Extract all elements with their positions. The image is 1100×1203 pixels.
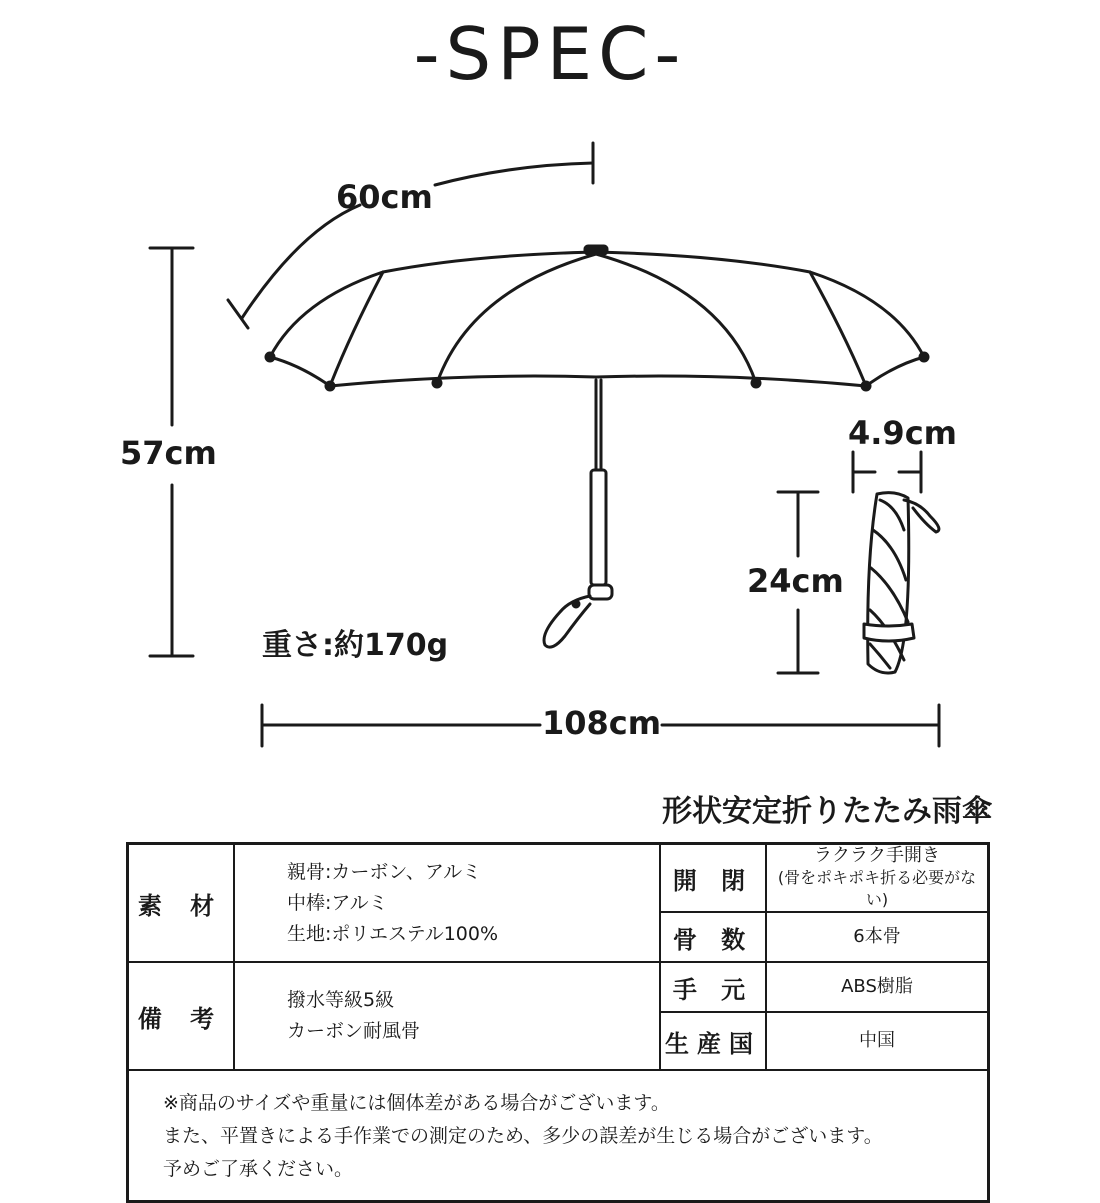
page-title: -SPEC- xyxy=(413,12,687,96)
opening-value-note: (骨をポキポキ折る必要がない) xyxy=(777,868,977,909)
note-line: 予めご了承ください。 xyxy=(163,1158,354,1180)
opening-header: 開 閉 xyxy=(660,844,766,913)
spec-table xyxy=(126,842,990,1203)
material-line: 生地:ポリエステル100% xyxy=(287,922,499,945)
remarks-value xyxy=(234,962,660,1070)
origin-header: 生産国 xyxy=(660,1012,766,1070)
arc-dimension-line xyxy=(228,143,593,328)
note-line: ※商品のサイズや重量には個体差がある場合がございます。 xyxy=(163,1092,670,1114)
folded-length-label: 24cm xyxy=(747,562,844,600)
material-header: 素 材 xyxy=(128,844,235,963)
remarks-line: カーボン耐風骨 xyxy=(287,1020,421,1042)
height-label: 57cm xyxy=(120,434,217,472)
handle-value: ABS樹脂 xyxy=(766,962,989,1012)
arc-length-label: 60cm xyxy=(336,178,433,216)
width-label: 108cm xyxy=(542,704,662,742)
product-name: 形状安定折りたたみ雨傘 xyxy=(662,794,992,829)
remarks-line: 撥水等級5級 xyxy=(287,989,395,1011)
umbrella-shaft xyxy=(544,380,612,647)
handle-header: 手 元 xyxy=(660,962,766,1012)
material-value xyxy=(234,844,660,963)
note-line: また、平置きによる手作業での測定のため、多少の誤差が生じる場合がございます。 xyxy=(163,1125,883,1147)
notes-cell xyxy=(128,1070,989,1202)
weight-label: 重さ:約170g xyxy=(262,628,449,663)
origin-value: 中国 xyxy=(766,1012,989,1070)
ribs-header: 骨 数 xyxy=(660,912,766,962)
material-line: 中棒:アルミ xyxy=(287,891,388,914)
folded-width-label: 4.9cm xyxy=(848,414,957,452)
umbrella-canopy xyxy=(266,246,928,390)
opening-value-main: ラクラク手開き xyxy=(814,845,940,866)
ribs-value: 6本骨 xyxy=(766,912,989,962)
opening-value xyxy=(766,844,989,913)
material-line: 親骨:カーボン、アルミ xyxy=(287,860,482,883)
remarks-header: 備 考 xyxy=(128,962,235,1070)
